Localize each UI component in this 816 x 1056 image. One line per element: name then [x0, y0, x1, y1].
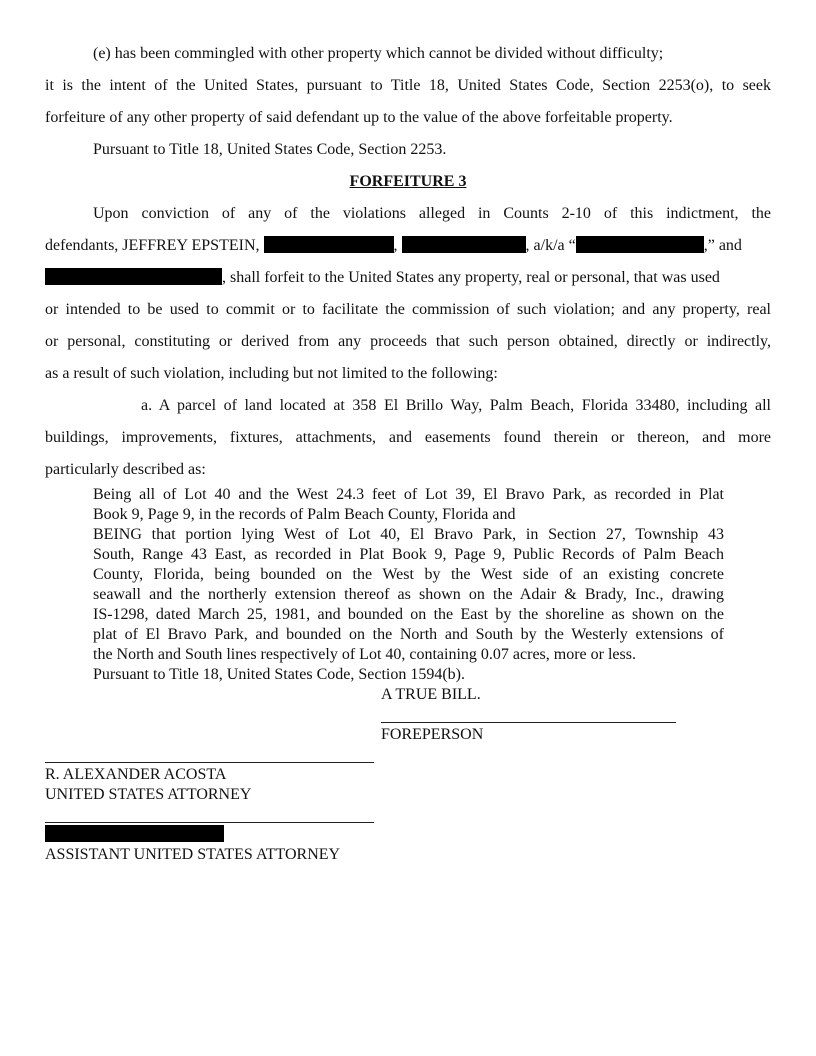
legal-description	[93, 485, 724, 685]
foreperson-signature-line	[381, 722, 676, 723]
paragraph-line: particularly described as:	[45, 461, 206, 478]
redaction-box	[45, 268, 222, 285]
assistant-title: ASSISTANT UNITED STATES ATTORNEY	[45, 846, 341, 863]
us-attorney-name: R. ALEXANDER ACOSTA	[45, 766, 227, 783]
paragraph-text: , a/k/a “	[525, 237, 576, 254]
redaction-box	[45, 825, 224, 842]
paragraph-text: ,” and	[703, 237, 742, 254]
legal-description-line: Book 9, Page 9, in the records of Palm Beach County, Florida and	[93, 506, 516, 523]
legal-description-line: County, Florida, being bounded on the West by the West side of an existing concrete	[93, 566, 724, 583]
redaction-box	[576, 236, 704, 253]
redaction-box	[264, 236, 394, 253]
assistant-signature-line	[45, 822, 374, 823]
paragraph-text: ,	[393, 237, 398, 254]
legal-description-line: plat of El Bravo Park, and bounded on the North and South by the Westerly extensions of	[93, 626, 724, 643]
paragraph-line: it is the intent of the United States, pursuant to Title 18, United States Code, Section 2253(o), to seek	[45, 77, 771, 94]
us-attorney-signature-line	[45, 762, 374, 763]
paragraph-text: defendants, JEFFREY EPSTEIN,	[45, 237, 260, 254]
paragraph-text: , shall forfeit to the United States any property, real or personal, that was used	[222, 269, 720, 286]
section-heading: FORFEITURE 3	[349, 173, 467, 190]
legal-description-line: Being all of Lot 40 and the West 24.3 feet of Lot 39, El Bravo Park, as recorded in Plat	[93, 486, 724, 503]
paragraph-line: Upon conviction of any of the violations alleged in Counts 2-10 of this indictment, the	[93, 205, 771, 222]
true-bill-label: A TRUE BILL.	[381, 686, 481, 703]
legal-description-line: BEING that portion lying West of Lot 40, El Bravo Park, in Section 27, Township 43	[93, 526, 724, 543]
paragraph-line: forfeiture of any other property of said defendant up to the value of the above forfeitable property.	[45, 109, 673, 126]
legal-description-line: seawall and the northerly extension thereof as shown on the Adair & Brady, Inc., drawing	[93, 586, 724, 603]
paragraph-line: as a result of such violation, including but not limited to the following:	[45, 365, 498, 382]
legal-description-line: South, Range 43 East, as recorded in Plat Book 9, Page 9, Public Records of Palm Beach	[93, 546, 724, 563]
paragraph-line: Pursuant to Title 18, United States Code, Section 2253.	[93, 141, 447, 158]
legal-description-line: the North and South lines respectively of Lot 40, containing 0.07 acres, more or less.	[93, 646, 636, 663]
defendants-line	[45, 236, 742, 256]
paragraph-line: or intended to be used to commit or to facilitate the commission of such violation; and any property, real	[45, 301, 771, 318]
paragraph-line: buildings, improvements, fixtures, attachments, and easements found therein or thereon, and more	[45, 429, 771, 446]
paragraph-line: a. A parcel of land located at 358 El Brillo Way, Palm Beach, Florida 33480, including all	[141, 397, 771, 414]
redaction-box	[402, 236, 526, 253]
legal-description-line: Pursuant to Title 18, United States Code, Section 1594(b).	[93, 666, 465, 683]
us-attorney-title: UNITED STATES ATTORNEY	[45, 786, 252, 803]
foreperson-label: FOREPERSON	[381, 726, 484, 743]
paragraph-line: (e) has been commingled with other property which cannot be divided without difficulty;	[93, 45, 664, 62]
paragraph-line	[45, 268, 720, 288]
legal-description-line: IS-1298, dated March 25, 1981, and bounded on the East by the shoreline as shown on the	[93, 606, 724, 623]
paragraph-line: or personal, constituting or derived from any proceeds that such person obtained, directly or indirectly,	[45, 333, 771, 350]
